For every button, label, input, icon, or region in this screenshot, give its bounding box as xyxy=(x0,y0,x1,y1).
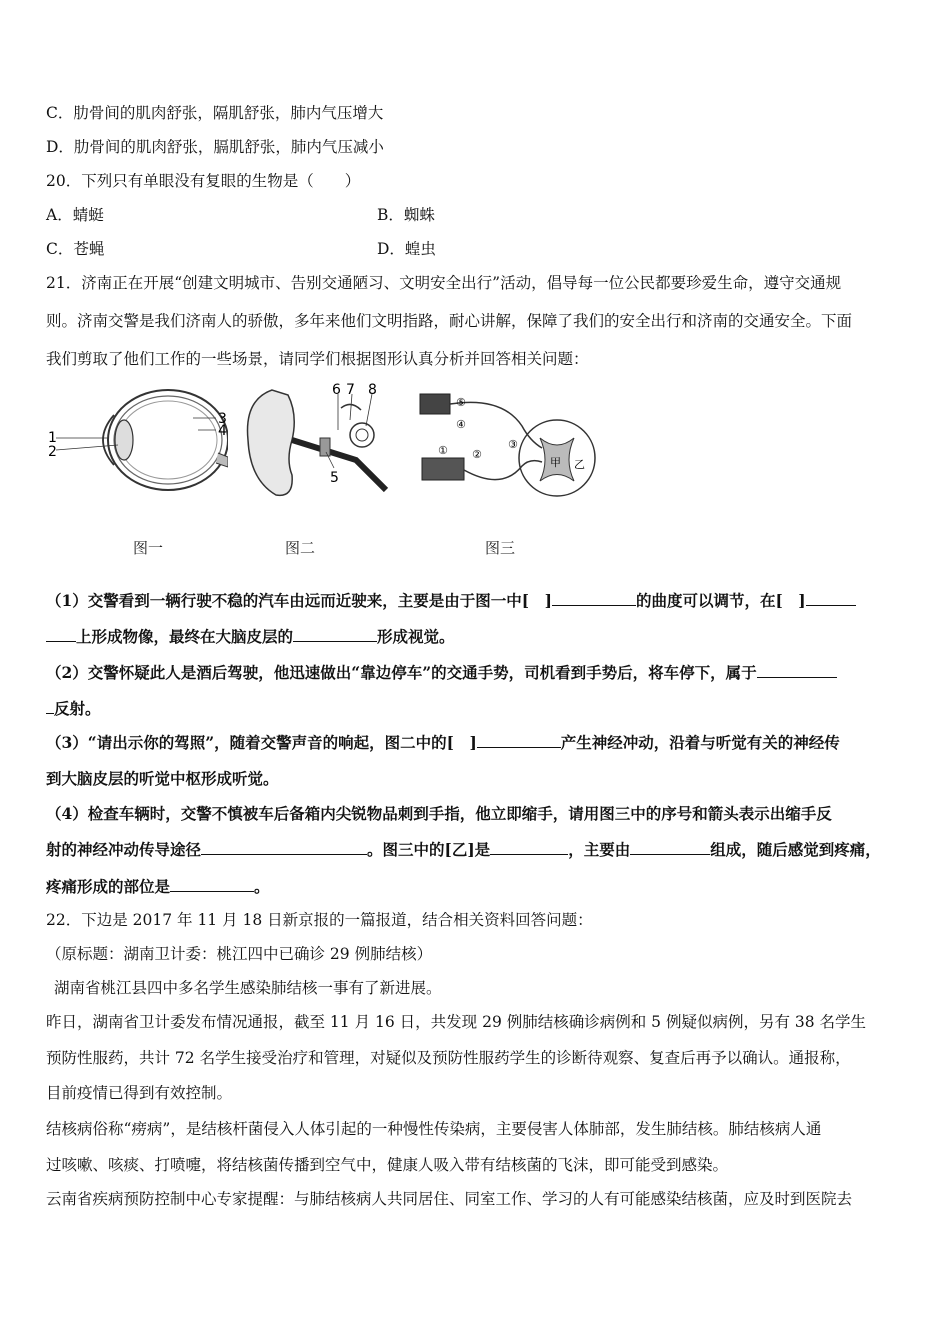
eye-diagram xyxy=(48,385,228,495)
q21-sub3-line2: 到大脑皮层的听觉中枢形成听觉。 xyxy=(46,769,279,788)
reflex-label-5: ⑤ xyxy=(456,396,466,409)
q22-news-title: （原标题：湖南卫计委：桃江四中已确诊 29 例肺结核） xyxy=(46,945,433,963)
q21-sub1-line2 xyxy=(46,627,455,647)
reflex-label-jia: 甲 xyxy=(550,456,561,469)
fig3-caption: 图三 xyxy=(485,539,516,557)
q21-sub2-text-a: （2）交警怀疑此人是酒后驾驶，他迅速做出“靠边停车”的交通手势，司机看到手势后，将车停下，属于 xyxy=(46,663,757,682)
answer-blank[interactable] xyxy=(201,840,367,855)
q20-option-b: B．蜘蛛 xyxy=(377,206,435,224)
eye-label-4: 4 xyxy=(218,423,227,439)
q22-news-p2-line2: 过咳嗽、咳痰、打喷嚏，将结核菌传播到空气中，健康人吸入带有结核菌的飞沫，即可能受到感染。 xyxy=(46,1156,729,1174)
answer-blank[interactable] xyxy=(477,733,561,748)
q21-stem-line1: 21．济南正在开展“创建文明城市、告别交通陋习、文明安全出行”活动，倡导每一位公民都要珍爱生命，遵守交通规 xyxy=(46,274,842,292)
q21-sub1-text-c: 上形成物像，最终在大脑皮层的 xyxy=(76,627,294,646)
q22-news-p3-line1: 云南省疾病预防控制中心专家提醒：与肺结核病人共同居住、同室工作、学习的人有可能感染结核菌，应及时到医院去 xyxy=(46,1190,853,1208)
answer-blank[interactable] xyxy=(46,627,76,642)
q21-sub4-text-d: ，主要由 xyxy=(568,840,631,859)
q22-news-lead: 湖南省桃江县四中多名学生感染肺结核一事有了新进展。 xyxy=(54,979,442,997)
ear-label-5: 5 xyxy=(330,470,339,486)
q21-sub4-text-e: 组成，随后感觉到疼痛， xyxy=(710,840,881,859)
q20-option-d: D．蝗虫 xyxy=(377,240,436,258)
q22-news-p1-line3: 目前疫情已得到有效控制。 xyxy=(46,1084,233,1102)
answer-blank[interactable] xyxy=(630,840,710,855)
q22-news-p2-line1: 结核病俗称“痨病”，是结核杆菌侵入人体引起的一种慢性传染病，主要侵害人体肺部，发生肺结核。肺结核病人通 xyxy=(46,1120,822,1138)
reflex-label-yi: 乙 xyxy=(574,458,585,471)
answer-blank[interactable] xyxy=(170,877,254,892)
reflex-label-1: ① xyxy=(438,444,448,457)
reflex-label-2: ② xyxy=(472,448,482,461)
q21-sub1-text-d: 形成视觉。 xyxy=(377,627,455,646)
q20-option-c: C．苍蝇 xyxy=(46,240,105,258)
answer-blank[interactable] xyxy=(757,663,837,678)
fig1-caption: 图一 xyxy=(133,539,164,557)
q21-sub4-line1: （4）检查车辆时，交警不慎被车后备箱内尖锐物品刺到手指，他立即缩手，请用图三中的序号和箭头表示出缩手反 xyxy=(46,804,832,823)
q21-sub4-line3 xyxy=(46,877,270,897)
answer-blank[interactable] xyxy=(490,840,568,855)
ear-label-7: 7 xyxy=(346,382,355,398)
q21-sub3-text-b: 产生神经冲动，沿着与听觉有关的神经传 xyxy=(560,733,840,752)
q19-option-c: C．肋骨间的肌肉舒张，隔肌舒张，肺内气压增大 xyxy=(46,104,384,122)
reflex-label-4: ④ xyxy=(456,418,466,431)
q21-stem-line2: 则。济南交警是我们济南人的骄傲，多年来他们文明指路，耐心讲解，保障了我们的安全出行和济南的交通安全。下面 xyxy=(46,312,853,330)
q21-sub1-text-b: 的曲度可以调节，在[ ] xyxy=(635,591,806,610)
q22-news-p1-line2: 预防性服药，共计 72 名学生接受治疗和管理，对疑似及预防性服药学生的诊断待观察、复查后再予以确认。通报称， xyxy=(46,1049,851,1067)
q20-stem: 20．下列只有单眼没有复眼的生物是（ ） xyxy=(46,172,361,190)
q21-stem-line3: 我们剪取了他们工作的一些场景，请同学们根据图形认真分析并回答相关问题： xyxy=(46,350,589,368)
answer-blank[interactable] xyxy=(806,591,856,606)
q19-option-d: D．肋骨间的肌肉舒张，膈肌舒张，肺内气压减小 xyxy=(46,138,384,156)
q21-sub4-line2 xyxy=(46,840,881,860)
q22-news-p1-line1: 昨日，湖南省卫计委发布情况通报，截至 11 月 16 日，共发现 29 例肺结核确诊病例和 5 例疑似病例，另有 38 名学生 xyxy=(46,1013,867,1031)
q21-sub1-text-a: （1）交警看到一辆行驶不稳的汽车由远而近驶来，主要是由于图一中[ ] xyxy=(46,591,552,610)
q22-stem: 22．下边是 2017 年 11 月 18 日新京报的一篇报道，结合相关资料回答问题： xyxy=(46,911,593,929)
q21-sub4-text-b: 射的神经冲动传导途径 xyxy=(46,840,202,859)
eye-label-1: 1 xyxy=(48,430,57,446)
ear-label-8: 8 xyxy=(368,382,377,398)
eye-label-2: 2 xyxy=(48,444,57,460)
q21-sub3-line1 xyxy=(46,733,840,753)
eye-label-3: 3 xyxy=(218,411,227,427)
q21-sub4-text-f: 疼痛形成的部位是 xyxy=(46,877,171,896)
q21-sub3-text-a: （3）“请出示你的驾照”，随着交警声音的响起，图二中的[ ] xyxy=(46,733,477,752)
q21-sub1-line1 xyxy=(46,591,856,611)
reflex-arc-diagram xyxy=(412,386,602,502)
q21-sub2-line1 xyxy=(46,663,837,683)
q21-sub4-text-g: 。 xyxy=(254,877,270,896)
reflex-label-3: ③ xyxy=(508,438,518,451)
answer-blank[interactable] xyxy=(552,591,636,606)
q21-sub4-text-c: 。图三中的[乙]是 xyxy=(367,840,491,859)
ear-label-6: 6 xyxy=(332,382,341,398)
answer-blank[interactable] xyxy=(293,627,377,642)
ear-diagram xyxy=(236,380,406,500)
q20-option-a: A．蜻蜓 xyxy=(46,206,104,224)
q21-sub2-line2 xyxy=(46,699,101,719)
q21-sub2-text-b: 反射。 xyxy=(54,699,101,718)
fig2-caption: 图二 xyxy=(285,539,316,557)
answer-blank[interactable] xyxy=(46,699,54,714)
